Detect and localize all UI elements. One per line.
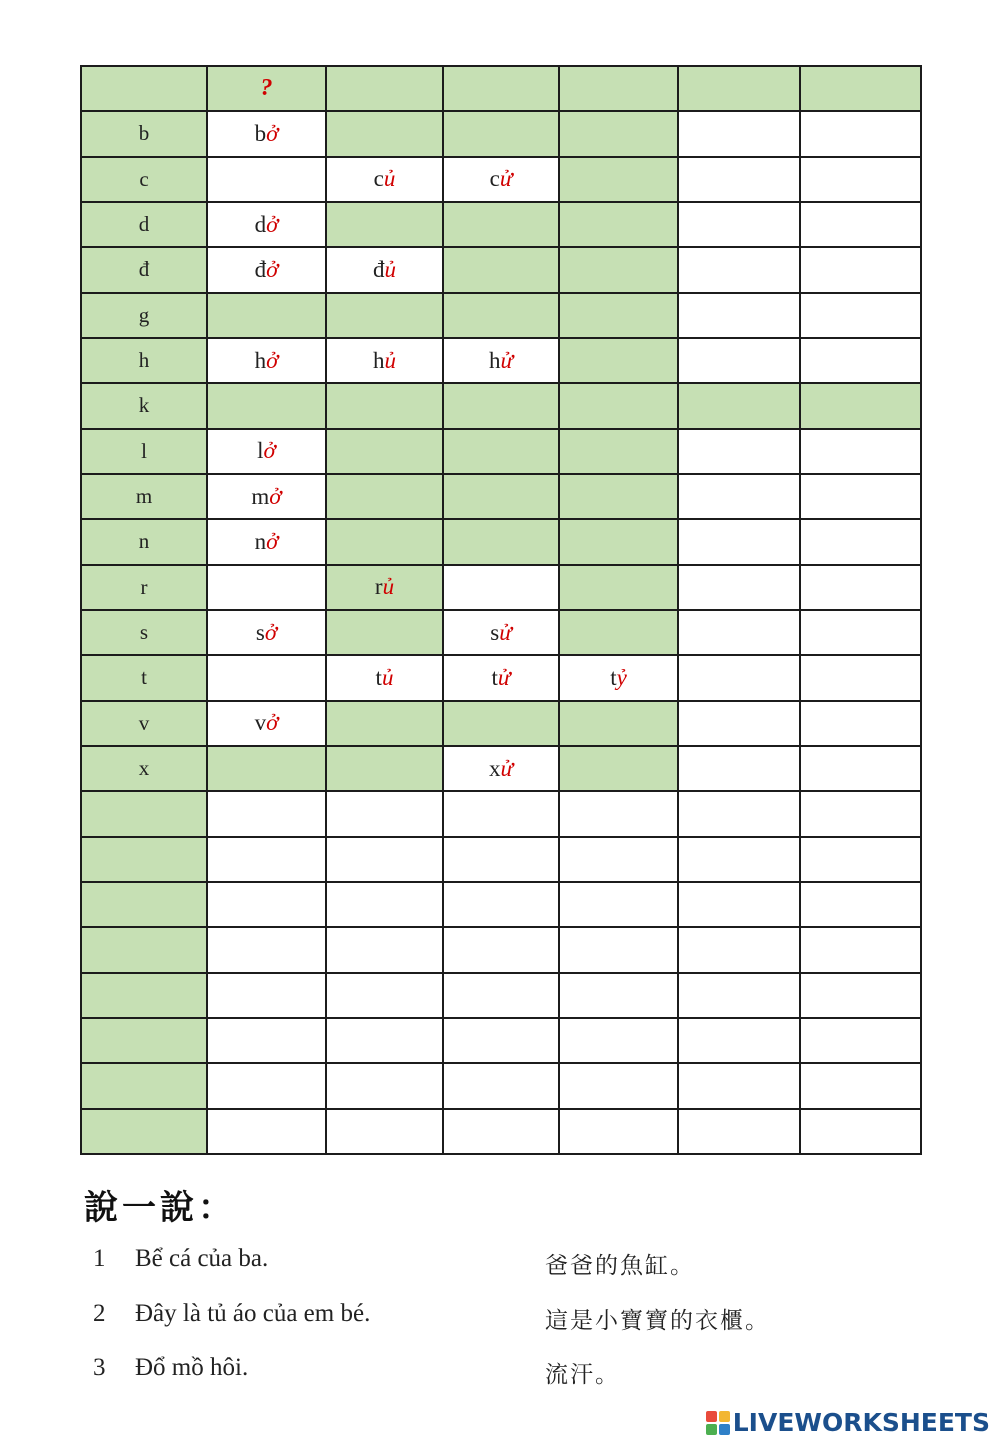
table-cell [326,565,443,610]
table-cell [678,927,800,972]
table-row [81,111,921,156]
sentence-vietnamese: Đổ mồ hôi. [135,1354,249,1381]
table-cell [800,1063,921,1108]
table-cell [207,701,326,746]
table-cell [207,293,326,338]
row-label [81,882,207,927]
row-label [81,973,207,1018]
syllable-rhyme-tone: ủ [383,166,396,192]
table-cell [559,474,678,519]
table-cell [800,1018,921,1063]
table-row [81,1109,921,1154]
table-row [81,157,921,202]
table-cell [207,338,326,383]
table-cell [800,655,921,700]
table-cell [678,429,800,474]
table-cell [678,746,800,791]
row-label: h [81,338,207,383]
table-cell [207,746,326,791]
row-label: t [81,655,207,700]
table-cell [678,1109,800,1154]
table-row [81,655,921,700]
table-cell [678,882,800,927]
syllable-initial: t [491,664,498,690]
table-cell [678,610,800,655]
syllable-table [80,65,922,1155]
sentence-1-chinese: 爸爸的魚缸。 [545,1253,695,1279]
table-cell [800,927,921,972]
table-cell [326,1018,443,1063]
table-cell [559,882,678,927]
row-label: s [81,610,207,655]
table-cell [800,429,921,474]
syllable-initial: t [610,664,617,690]
syllable-rhyme-tone: ử [499,166,513,192]
liveworksheets-watermark[interactable] [706,1408,990,1437]
header-cell [559,66,678,111]
table-cell [207,247,326,292]
table-row [81,519,921,564]
table-cell [559,429,678,474]
syllable-initial: r [374,574,383,600]
row-label: c [81,157,207,202]
table-row [81,429,921,474]
syllable-rhyme-tone: ử [500,755,514,781]
syllable-rhyme-tone: ử [500,347,514,373]
table-row [81,565,921,610]
table-cell [443,701,559,746]
table-cell [207,157,326,202]
table-cell [443,1063,559,1108]
table-row [81,474,921,519]
table-cell [207,383,326,428]
table-cell [678,565,800,610]
table-cell [443,837,559,882]
syllable-initial: s [490,619,500,645]
watermark-text: LIVEWORKSHEETS [732,1408,990,1437]
speak-title: 說一說： [84,1188,236,1228]
row-label [81,791,207,836]
syllable-initial: l [257,438,264,464]
header-cell [81,66,207,111]
syllable-rhyme-tone: ở [266,120,279,146]
table-cell [800,519,921,564]
table-cell [559,701,678,746]
row-label: đ [81,247,207,292]
syllable-initial: t [375,664,382,690]
table-cell [443,293,559,338]
table-cell [559,1063,678,1108]
row-label [81,1018,207,1063]
table-cell [443,882,559,927]
table-cell [678,474,800,519]
table-cell [207,882,326,927]
table-cell [326,701,443,746]
table-cell [678,111,800,156]
table-cell [800,1109,921,1154]
table-cell [207,202,326,247]
row-label: d [81,202,207,247]
sentence-3-chinese: 流汗。 [545,1362,620,1388]
table-cell [559,1109,678,1154]
table-row [81,837,921,882]
table-cell [559,1018,678,1063]
header-tone-mark [207,66,326,111]
table-cell [443,247,559,292]
table-cell [800,247,921,292]
table-cell [678,338,800,383]
table-cell [443,111,559,156]
row-label: r [81,565,207,610]
table-cell [800,882,921,927]
syllable-rhyme-tone: ở [269,483,282,509]
row-label: b [81,111,207,156]
liveworksheets-logo-icon [706,1411,730,1435]
syllable-initial: s [255,619,265,645]
table-cell [443,746,559,791]
table-row [81,338,921,383]
table-cell [443,973,559,1018]
header-cell [326,66,443,111]
table-cell [326,655,443,700]
syllable-rhyme-tone: ủ [384,256,396,282]
table-cell [326,111,443,156]
table-cell [800,383,921,428]
table-cell [326,202,443,247]
table-cell [678,202,800,247]
table-cell [326,474,443,519]
table-cell [443,565,559,610]
table-cell [559,383,678,428]
table-cell [678,383,800,428]
table-cell [207,429,326,474]
table-cell [326,973,443,1018]
table-cell [207,474,326,519]
table-cell [326,383,443,428]
table-cell [678,655,800,700]
row-label: n [81,519,207,564]
table-cell [800,746,921,791]
syllable-initial: b [254,120,267,146]
table-cell [800,111,921,156]
syllable-rhyme-tone: ở [266,710,279,736]
syllable-initial: đ [373,256,385,282]
syllable-rhyme-tone: ủ [384,347,396,373]
syllable-rhyme-tone: ở [266,211,279,237]
table-cell [326,882,443,927]
table-row [81,610,921,655]
syllable-initial: d [254,211,267,237]
table-cell [559,610,678,655]
sentence-number: 1 [93,1245,106,1272]
table-row [81,383,921,428]
row-label [81,1109,207,1154]
row-label: g [81,293,207,338]
table-cell [326,746,443,791]
syllable-rhyme-tone: ở [263,438,276,464]
table-cell [326,429,443,474]
table-row [81,791,921,836]
sentence-vietnamese: Bể cá của ba. [135,1245,269,1272]
table-row [81,202,921,247]
table-cell [559,202,678,247]
table-cell [800,157,921,202]
table-cell [443,429,559,474]
table-cell [800,973,921,1018]
table-cell [326,519,443,564]
table-cell [207,565,326,610]
table-cell [800,701,921,746]
table-cell [559,519,678,564]
table-cell [207,927,326,972]
sentence-number: 2 [93,1300,106,1327]
table-cell [559,837,678,882]
table-cell [443,474,559,519]
syllable-rhyme-tone: ở [266,256,279,282]
table-cell [559,927,678,972]
table-cell [443,610,559,655]
table-cell [207,973,326,1018]
table-row [81,973,921,1018]
table-cell [559,746,678,791]
table-cell [559,655,678,700]
syllable-initial: h [488,347,501,373]
table-cell [326,837,443,882]
syllable-rhyme-tone: ủ [382,574,395,600]
table-cell [207,1109,326,1154]
table-cell [678,791,800,836]
table-cell [559,338,678,383]
table-cell [443,1109,559,1154]
table-cell [326,157,443,202]
row-label: m [81,474,207,519]
table-cell [207,1063,326,1108]
table-cell [207,111,326,156]
table-row [81,293,921,338]
speak-section [84,1180,236,1229]
syllable-initial: v [254,710,267,736]
header-cell [443,66,559,111]
table-cell [800,610,921,655]
table-cell [207,610,326,655]
table-cell [800,293,921,338]
syllable-initial: x [488,755,501,781]
row-label [81,837,207,882]
sentence-number: 3 [93,1354,106,1381]
syllable-initial: c [373,166,384,192]
table-cell [559,293,678,338]
table-cell [443,927,559,972]
table-cell [443,157,559,202]
table-cell [443,383,559,428]
row-label: k [81,383,207,428]
table-row [81,746,921,791]
table-row [81,1063,921,1108]
hoi-tone-mark: ? [260,75,273,102]
table-cell [207,519,326,564]
table-cell [678,1018,800,1063]
table-cell [443,519,559,564]
syllable-rhyme-tone: ủ [381,664,394,690]
table-header-row [81,66,921,111]
syllable-rhyme-tone: ở [264,619,278,645]
table-cell [326,293,443,338]
table-cell [800,565,921,610]
table-cell [443,655,559,700]
row-label: l [81,429,207,474]
table-cell [326,791,443,836]
table-cell [326,338,443,383]
table-cell [326,1063,443,1108]
syllable-rhyme-tone: ở [266,347,279,373]
sentence-2-chinese: 這是小寶寶的衣櫃。 [545,1308,770,1334]
table-cell [678,157,800,202]
table-cell [207,1018,326,1063]
table-cell [800,791,921,836]
table-cell [443,791,559,836]
table-cell [326,247,443,292]
table-cell [207,791,326,836]
syllable-rhyme-tone: ử [499,619,512,645]
sentence-2 [93,1300,370,1328]
table-cell [800,474,921,519]
syllable-rhyme-tone: ỷ [616,664,627,690]
table-row [81,1018,921,1063]
syllable-initial: n [254,528,267,554]
table-cell [326,610,443,655]
table-cell [678,973,800,1018]
table-cell [559,791,678,836]
table-cell [559,973,678,1018]
table-cell [678,293,800,338]
table-cell [678,837,800,882]
table-cell [443,202,559,247]
table-cell [678,1063,800,1108]
syllable-initial: h [254,347,267,373]
table-cell [800,837,921,882]
syllable-rhyme-tone: ở [266,528,279,554]
table-cell [326,927,443,972]
table-cell [800,202,921,247]
table-cell [678,519,800,564]
syllable-initial: đ [254,256,267,282]
syllable-rhyme-tone: ử [497,664,511,690]
sentence-3 [93,1354,248,1382]
syllable-initial: h [373,347,385,373]
table-row [81,927,921,972]
row-label [81,1063,207,1108]
syllable-initial: m [251,483,270,509]
table-cell [443,1018,559,1063]
table-cell [678,247,800,292]
table-cell [559,111,678,156]
table-cell [207,837,326,882]
table-row [81,247,921,292]
table-cell [207,655,326,700]
table-cell [559,247,678,292]
row-label: x [81,746,207,791]
row-label [81,927,207,972]
table-cell [559,157,678,202]
table-cell [678,701,800,746]
table-row [81,701,921,746]
sentence-vietnamese: Đây là tủ áo của em bé. [135,1300,371,1327]
table-cell [326,1109,443,1154]
header-cell [678,66,800,111]
table-cell [559,565,678,610]
syllable-initial: c [489,166,500,192]
sentence-1 [93,1245,268,1273]
row-label: v [81,701,207,746]
table-cell [443,338,559,383]
header-cell [800,66,921,111]
table-cell [800,338,921,383]
table-row [81,882,921,927]
